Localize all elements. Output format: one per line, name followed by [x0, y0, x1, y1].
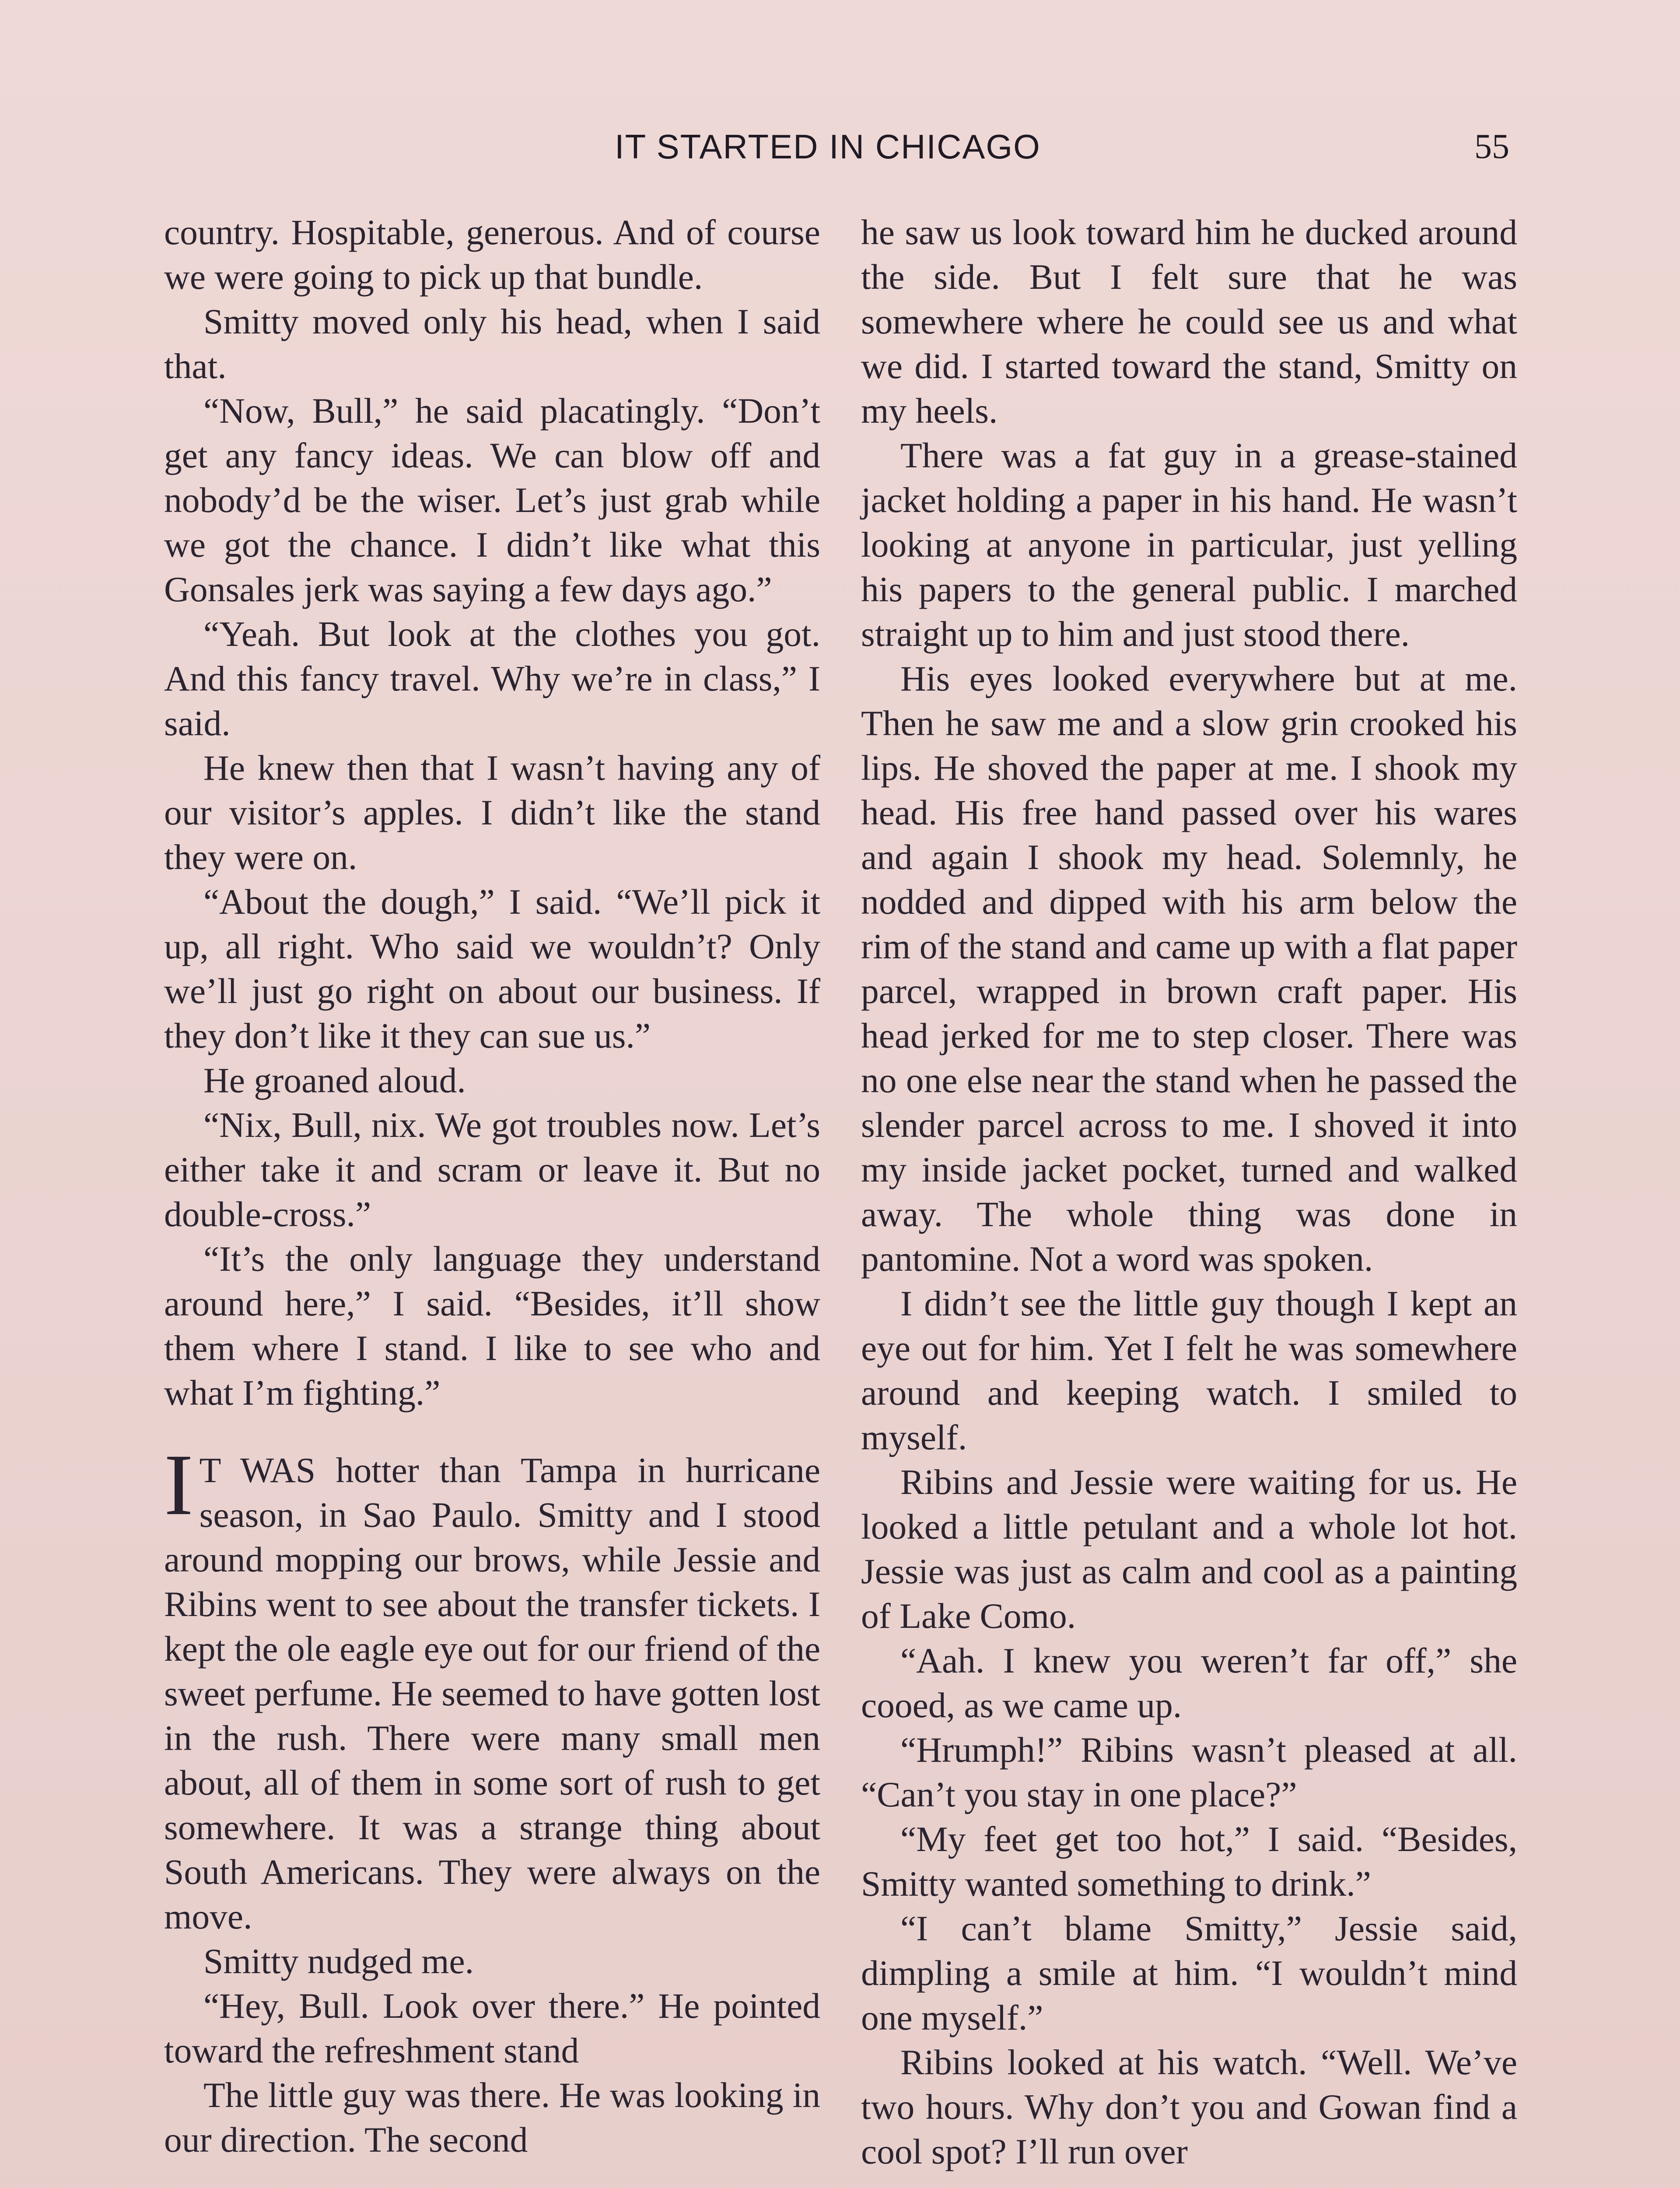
paragraph: Ribins looked at his watch. “Well. We’ve two hours. Why don’t you and Gowan find a cool spot? I’ll run over [861, 2042, 1517, 2171]
paragraph: “Hrumph!” Ribins wasn’t pleased at all. “Can’t you stay in one place?” [861, 1730, 1517, 1814]
paragraph: “Now, Bull,” he said placatingly. “Don’t get any fancy ideas. We can blow off and nobody’d be the wiser. Let’s just grab while we got the chance. I didn’t like what this Gonsales jerk was saying a few days ago.” [164, 391, 820, 609]
paragraph: “My feet get too hot,” I said. “Besides, Smitty wanted something to drink.” [861, 1819, 1517, 1904]
paragraph: The little guy was there. He was looking in our direction. The second [164, 2075, 820, 2160]
page-number: 55 [1474, 127, 1509, 166]
paragraph: “Nix, Bull, nix. We got troubles now. Let’s either take it and scram or leave it. But no double-cross.” [164, 1105, 820, 1234]
running-head [0, 127, 1680, 175]
drop-cap: I [164, 1437, 193, 1533]
section-opening-text: T WAS hotter than Tampa in hurricane season, in Sao Paulo. Smitty and I stood around mopping our brows, while Jessie and Ribins went to see about the transfer tickets. I kept the ole eagle eye out for our friend of the sweet perfume. He seemed to have gotten lost in the rush. There were many small men about, all of them in some sort of rush to get somewhere. It was a strange thing about South Americans. They were always on the move. [164, 1450, 820, 1936]
paragraph: “Yeah. But look at the clothes you got. And this fancy travel. Why we’re in class,” I said. [164, 614, 820, 743]
paragraph: “I can’t blame Smitty,” Jessie said, dimpling a smile at him. “I wouldn’t mind one myself.” [861, 1908, 1517, 2037]
left-column [164, 210, 820, 2162]
paragraph: He knew then that I wasn’t having any of our visitor’s apples. I didn’t like the stand they were on. [164, 748, 820, 877]
paragraph: “Aah. I knew you weren’t far off,” she cooed, as we came up. [861, 1641, 1517, 1725]
right-column [861, 210, 1517, 2174]
paragraph: country. Hospitable, generous. And of course we were going to pick up that bundle. [164, 212, 820, 297]
paragraph: He groaned aloud. [203, 1060, 466, 1100]
paragraph: There was a fat guy in a grease-stained jacket holding a paper in his hand. He wasn’t looking at anyone in particular, just yelling his papers to the general public. I marched straight up to him and just stood there. [861, 435, 1517, 654]
paragraph: “Hey, Bull. Look over there.” He pointed toward the refreshment stand [164, 1986, 820, 2070]
paragraph: “About the dough,” I said. “We’ll pick it up, all right. Who said we wouldn’t? Only we’ll just go right on about our business. If they don’t like it they can sue us.” [164, 882, 820, 1055]
section-opening-paragraph [164, 1437, 820, 1939]
paragraph: I didn’t see the little guy though I kept an eye out for him. Yet I felt he was somewhere around and keeping watch. I smiled to myself. [861, 1283, 1517, 1457]
running-title: IT STARTED IN CHICAGO [615, 127, 1041, 166]
paragraph: Ribins and Jessie were waiting for us. He looked a little petulant and a whole lot hot. Jessie was just as calm and cool as a painting of Lake Como. [861, 1462, 1517, 1636]
paragraph: Smitty moved only his head, when I said that. [164, 302, 820, 386]
paragraph: “It’s the only language they understand around here,” I said. “Besides, it’ll show them where I stand. I like to see who and what I’m fighting.” [164, 1239, 820, 1413]
paragraph: Smitty nudged me. [203, 1941, 474, 1981]
paragraph: His eyes looked everywhere but at me. Then he saw me and a slow grin crooked his lips. He shoved the paper at me. I shook my head. His free hand passed over his wares and again I shook my head. Solemnly, he nodded and dipped with his arm below the rim of the stand and came up with a flat paper parcel, wrapped in brown craft paper. His head jerked for me to step closer. There was no one else near the stand when he passed the slender parcel across to me. I shoved it into my inside jacket pocket, turned and walked away. The whole thing was done in pantomine. Not a word was spoken. [861, 659, 1517, 1279]
paragraph: he saw us look toward him he ducked around the side. But I felt sure that he was somewhere where he could see us and what we did. I started toward the stand, Smitty on my heels. [861, 212, 1517, 431]
